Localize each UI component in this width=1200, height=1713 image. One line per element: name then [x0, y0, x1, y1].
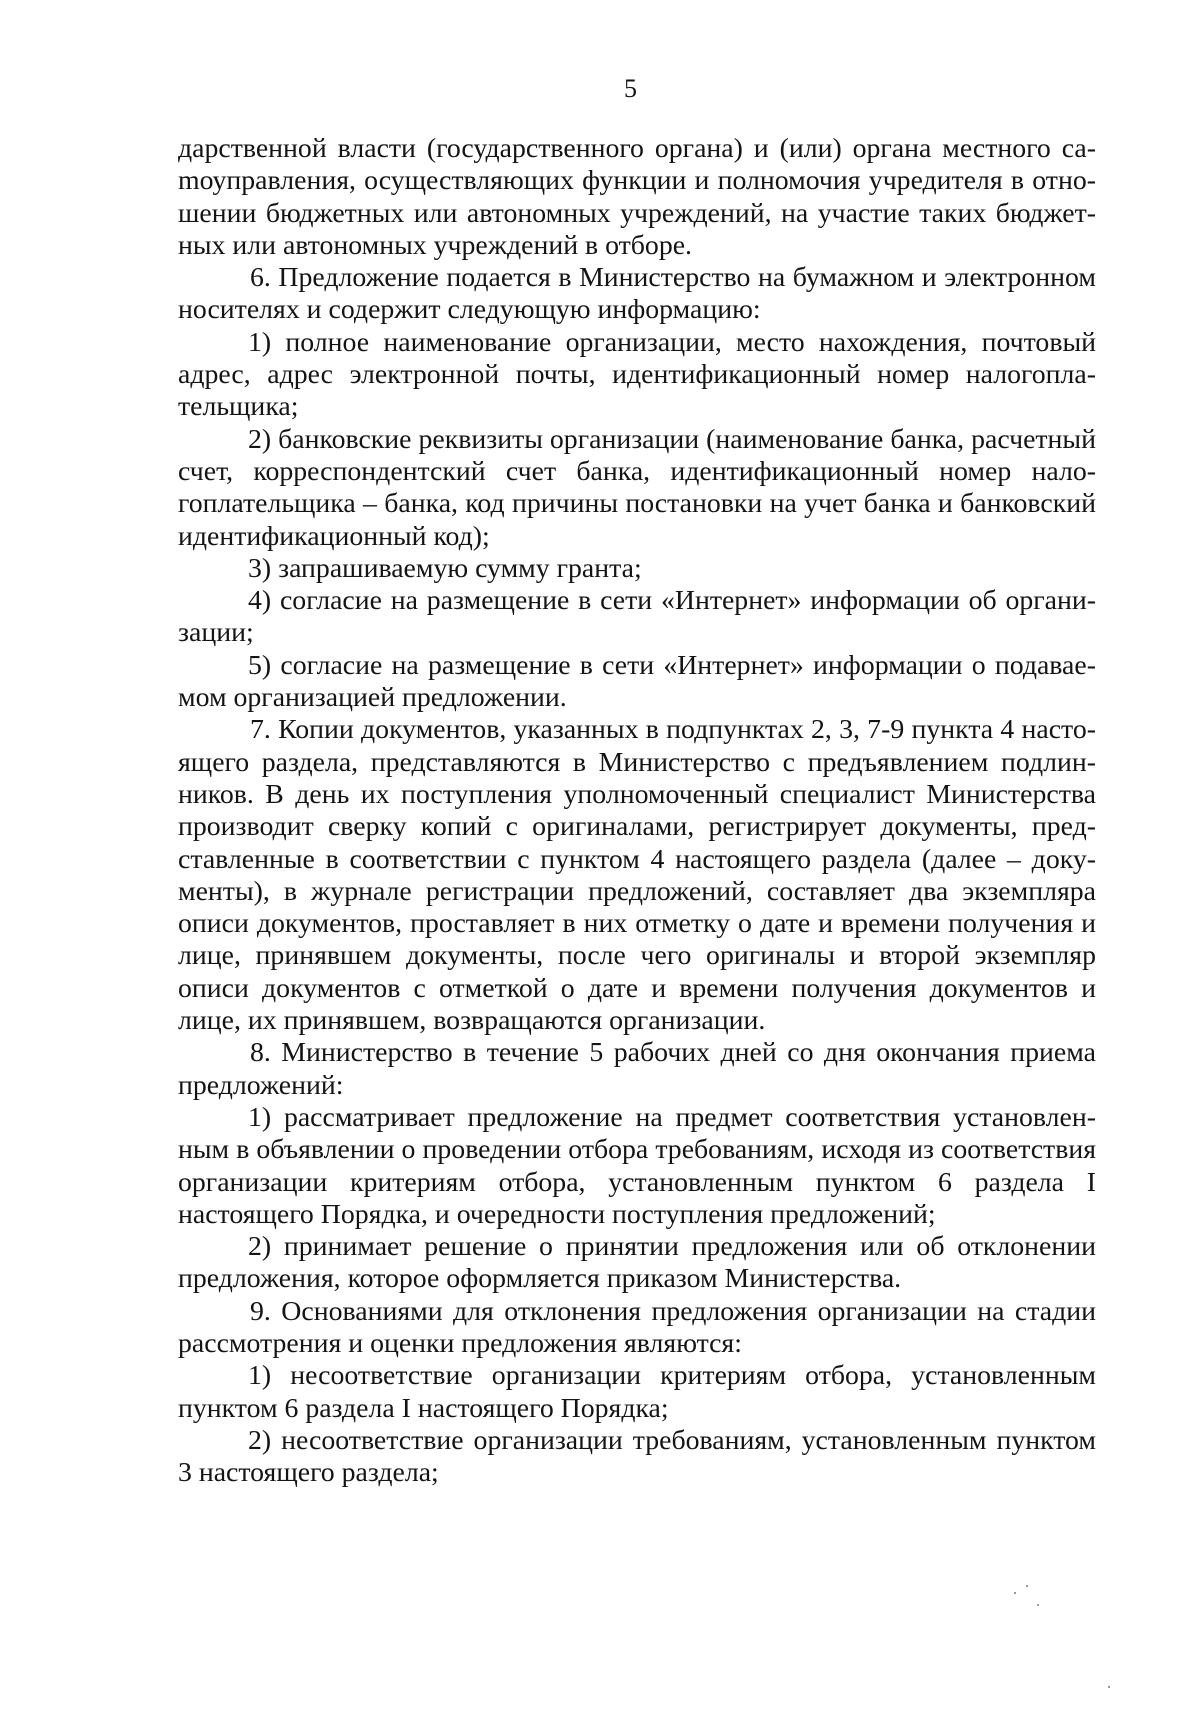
- paragraph-subitem-9-1: 1) несоответствие организации критериям отбора, установленным пунктом 6 раздела I настоящего Порядка;: [178, 1360, 1096, 1424]
- paragraph-subitem-9-2: 2) несоответствие организации требованиям, установленным пунктом 3 настоящего раздела;: [178, 1424, 1096, 1489]
- scan-speck: [1037, 1604, 1039, 1606]
- paragraph-subitem-6-3: 3) запрашиваемую сумму гранта;: [248, 552, 642, 584]
- paragraph-subitem-6-5: 5) согласие на размещение в сети «Интернет» информации о подаваемом организацией предложении.: [178, 649, 1096, 714]
- paragraph-subitem-8-1: 1) рассматривает предложение на предмет соответствия установленным в объявлении о проведении отбора требованиям, исходя из соответствия организации критериям отбора, установленным пунктом 6 раздела I настоящего Порядка, и очередности поступления предложений;: [178, 1101, 1096, 1230]
- paragraph-subitem-6-2: 2) банковские реквизиты организации (наименование банка, расчетный счет, корреспондентский счет банка, идентификационный номер налогоплательщика – банка, код причины постановки на учет банка и банковский идентификационный код);: [178, 423, 1096, 552]
- paragraph-subitem-6-1: 1) полное наименование организации, место нахождения, почтовый адрес, адрес электронной почты, идентификационный номер налогоплательщика;: [178, 326, 1096, 423]
- scan-speck: [1014, 1592, 1016, 1594]
- paragraph-item-6: 6. Предложение подается в Министерство на бумажном и электронном носителях и содержит следующую информацию:: [178, 262, 1096, 326]
- paragraph-subitem-6-4: 4) согласие на размещение в сети «Интернет» информации об организации;: [178, 585, 1096, 649]
- paragraph-item-7: 7. Копии документов, указанных в подпунктах 2, 3, 7-9 пункта 4 настоящего раздела, представляются в Министерство с предъявлением подлинников. В день их поступления уполномоченный специалист Министерства производит сверку копий с оригиналами, регистрирует документы, представленные в соответствии с пунктом 4 настоящего раздела (далее – документы), в журнале регистрации предложений, составляет два экземпляра описи документов, проставляет в них отметку о дате и времени получения и лице, принявшем документы, после чего оригиналы и второй экземпляр описи документов с отметкой о дате и времени получения документов и лице, их принявшем, возвращаются организации.: [178, 714, 1096, 1037]
- paragraph-item-8: 8. Министерство в течение 5 рабочих дней со дня окончания приема предложений:: [178, 1037, 1096, 1101]
- paragraph-subitem-8-2: 2) принимает решение о принятии предложения или об отклонении предложения, которое оформляется приказом Министерства.: [178, 1231, 1096, 1295]
- scan-speck: [1026, 1585, 1028, 1587]
- document-body: [178, 133, 1096, 1489]
- paragraph-item-9: 9. Основаниями для отклонения предложения организации на стадии рассмотрения и оценки предложения являются:: [178, 1295, 1096, 1359]
- page-number: 5: [624, 74, 637, 103]
- paragraph-continuation: дарственной власти (государственного органа) и (или) органа местного саmоуправления, осуществляющих функции и полномочия учредителя в отношении бюджетных или автономных учреждений, на участие таких бюджетных или автономных учреждений в отборе.: [178, 133, 1096, 261]
- scan-speck: [1108, 1686, 1110, 1688]
